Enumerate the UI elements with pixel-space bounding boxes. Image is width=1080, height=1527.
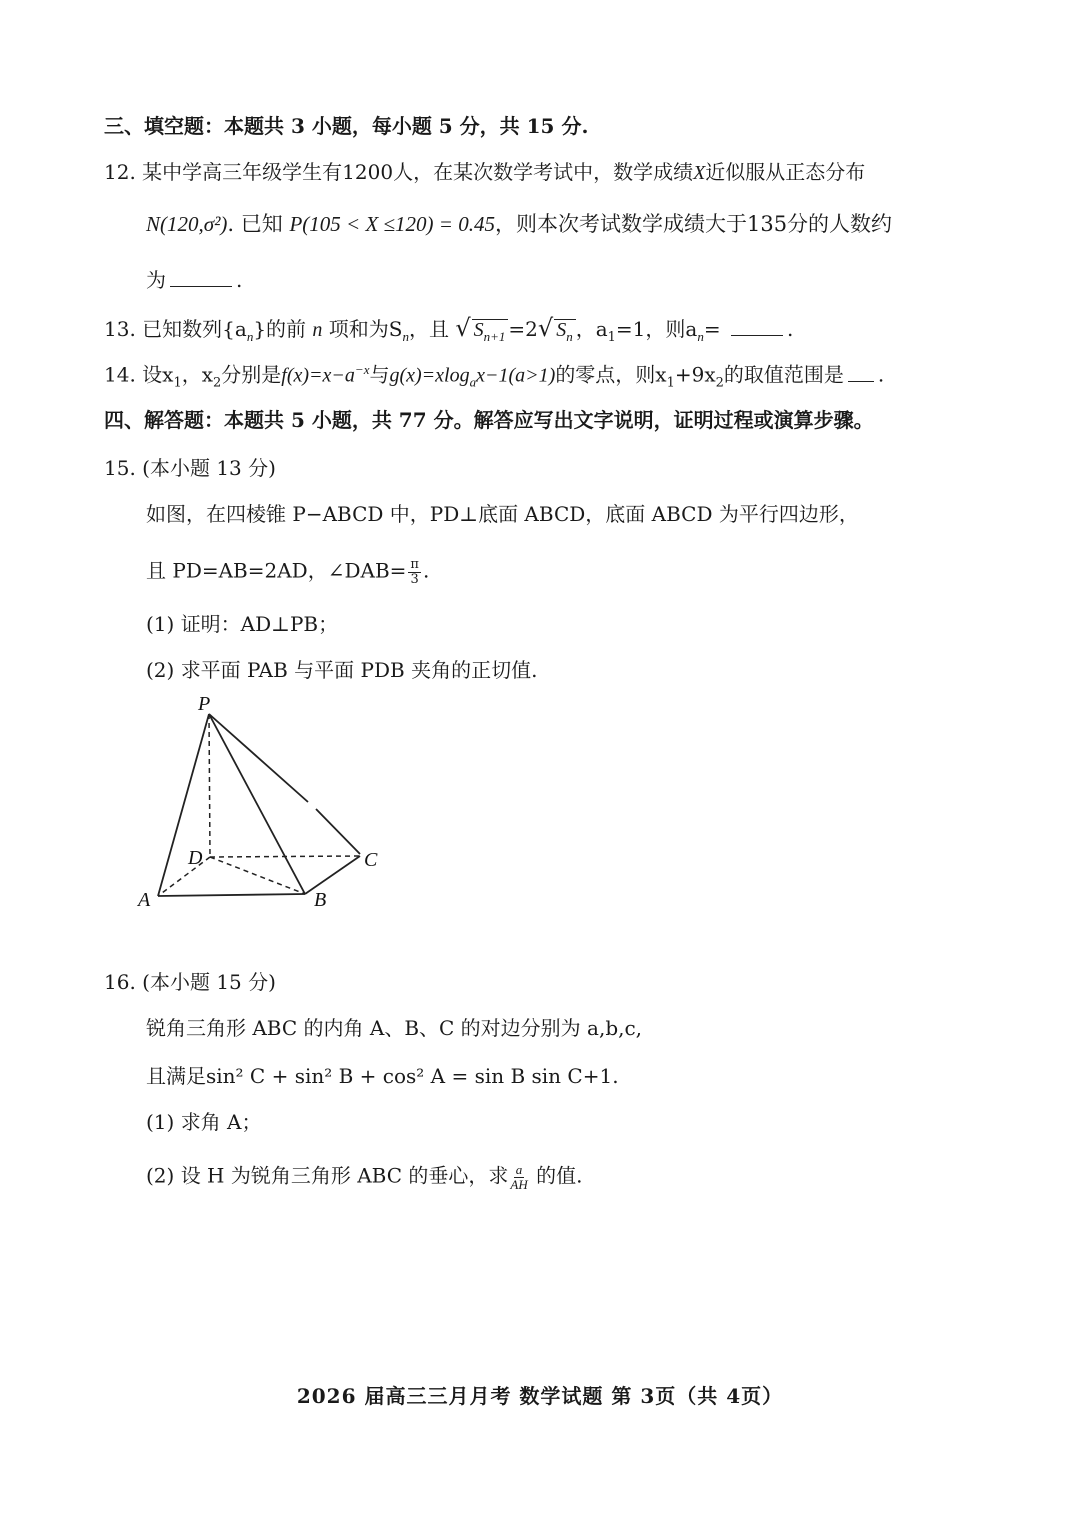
q12-wei: 为 (146, 268, 166, 292)
q14-f-sup: −x (354, 362, 370, 377)
page-footer: 2026 届高三三月月考 数学试题 第 3页（共 4页） (296, 1384, 784, 1408)
q16-part-1: (1) 求角 A； (146, 1110, 262, 1134)
q14-text: 设x (142, 362, 174, 387)
vertex-label-c: C (364, 849, 378, 871)
q12-line-3 (146, 270, 242, 290)
q13-text-g: = (703, 317, 721, 341)
q16-frac-num: a (515, 1162, 523, 1177)
pyramid-diagram (130, 690, 400, 920)
q16-frac-den: AH (510, 1176, 528, 1192)
q16-part2-text: (2) 设 H 为锐角三角形 ABC 的垂心，求 (146, 1163, 509, 1188)
pyramid-figure (130, 690, 400, 920)
q15-angle-fraction (408, 558, 421, 586)
section-4-heading: 四、解答题：本题共 5 小题，共 77 分。解答应写出文字说明，证明过程或演算步骤。 (104, 408, 874, 432)
q13-sqrt2: S (556, 319, 567, 341)
q13-text-e: ，a (575, 317, 608, 341)
q15-part-2: (2) 求平面 PAB 与平面 PDB 夹角的正切值. (146, 658, 538, 682)
q14-text4: 与 (369, 362, 390, 387)
q13-line: 13. 已知数列$\{a_n\}$的前 n 项和为$S_n$，且 √ $S_{n+1} =2√$ $S_n$ ，$a_1=1$，则$a_n=$ . (104, 314, 794, 345)
q15-stem2-text: 且 PD=AB=2AD，∠DAB= (146, 558, 407, 583)
vertex-label-a: A (138, 889, 151, 911)
q12-var: X (693, 162, 706, 184)
q16-stem-2: 且满足sin² C + sin² B + cos² A = sin B sin C+1. (146, 1064, 619, 1088)
q14-f: f(x)=x−a (281, 364, 355, 387)
q16-part2-end: 的值. (536, 1163, 583, 1188)
q14-g-sub: a (469, 374, 477, 390)
q14-text7: 的取值范围是 (723, 362, 844, 387)
vertex-label-p: P (198, 693, 211, 715)
q12-text: 某中学高三年级学生有1200人，在某次数学考试中，数学成绩 (142, 160, 694, 184)
q13-text-f: =1，则a (615, 317, 698, 341)
q12-text-end2: ，则本次考试数学成绩大于135分的人数约 (494, 212, 893, 236)
q12-line-1 (104, 162, 865, 183)
q16-stem-1: 锐角三角形 ABC 的内角 A、B、C 的对边分别为 a,b,c, (146, 1016, 643, 1040)
q12-distribution: N(120,σ²) (146, 212, 228, 236)
q13-text-b: }的前 (253, 317, 307, 341)
q14-text2: ，x (181, 362, 214, 387)
q16-header (104, 972, 276, 992)
q13-eq: =2 (508, 317, 538, 341)
q13-n: n (312, 319, 323, 341)
q15-angle-den: 3 (410, 571, 419, 587)
q14-g: g(x)=xlog (389, 364, 470, 387)
q16-part-2 (146, 1163, 582, 1191)
q13-text-d: ，且 (408, 317, 449, 341)
q15-stem-1: 如图，在四棱锥 P−ABCD 中，PD⊥底面 ABCD，底面 ABCD 为平行四边形， (146, 502, 859, 526)
vertex-label-d: D (188, 847, 203, 869)
q13-seq: 已知数列{a (142, 317, 247, 341)
q13-answer-blank[interactable] (731, 334, 783, 336)
q12-text-mid: . 已知 (227, 212, 283, 236)
q14-g-end: x−1(a>1) (476, 364, 556, 387)
q15-stem-2 (146, 558, 429, 586)
q16-number: 16. (104, 970, 136, 994)
vertex-label-b: B (314, 889, 327, 911)
q12-probability: P(105 < X ≤120) = 0.45 (289, 212, 495, 236)
q14-text3: 分别是 (221, 362, 282, 387)
q14-number: 14. (104, 362, 136, 387)
q15-stem2-end: . (422, 558, 430, 583)
q12-number: 12. (104, 160, 136, 184)
q15-part-1: (1) 证明：AD⊥PB； (146, 612, 339, 636)
q13-sqrt1-sub: n+1 (483, 329, 506, 344)
q14-answer-blank[interactable] (848, 380, 874, 382)
q15-angle-num: π (410, 557, 419, 572)
q16-score: (本小题 15 分) (142, 970, 276, 994)
section-3-heading: 三、填空题：本题共 3 小题，每小题 5 分，共 15 分. (104, 114, 589, 138)
q14-text5: 的零点，则x (555, 362, 667, 387)
q13-sqrt1: S (473, 319, 484, 341)
q14-text6: +9x (674, 362, 716, 387)
q13-period: . (786, 317, 794, 341)
q13-text-c: 项和为S (328, 317, 403, 341)
q15-number: 15. (104, 456, 136, 480)
q16-fraction (510, 1163, 527, 1191)
q12-period: . (236, 268, 243, 292)
q12-text-end: 近似服从正态分布 (705, 160, 866, 184)
q14-period: . (877, 362, 885, 387)
q15-score: (本小题 13 分) (142, 456, 276, 480)
q12-line-2 (146, 214, 892, 235)
q14-line: 14. 设$x_1$，$x_2$分别是$f(x)=x-a^{-x}$与g(x)=xlog$_a$x−1(a>1)的零点，则$x_1+9x_2$的取值范围是 . (104, 362, 885, 391)
q13-number: 13. (104, 317, 136, 341)
q15-header (104, 458, 276, 478)
q12-answer-blank[interactable] (170, 285, 232, 287)
